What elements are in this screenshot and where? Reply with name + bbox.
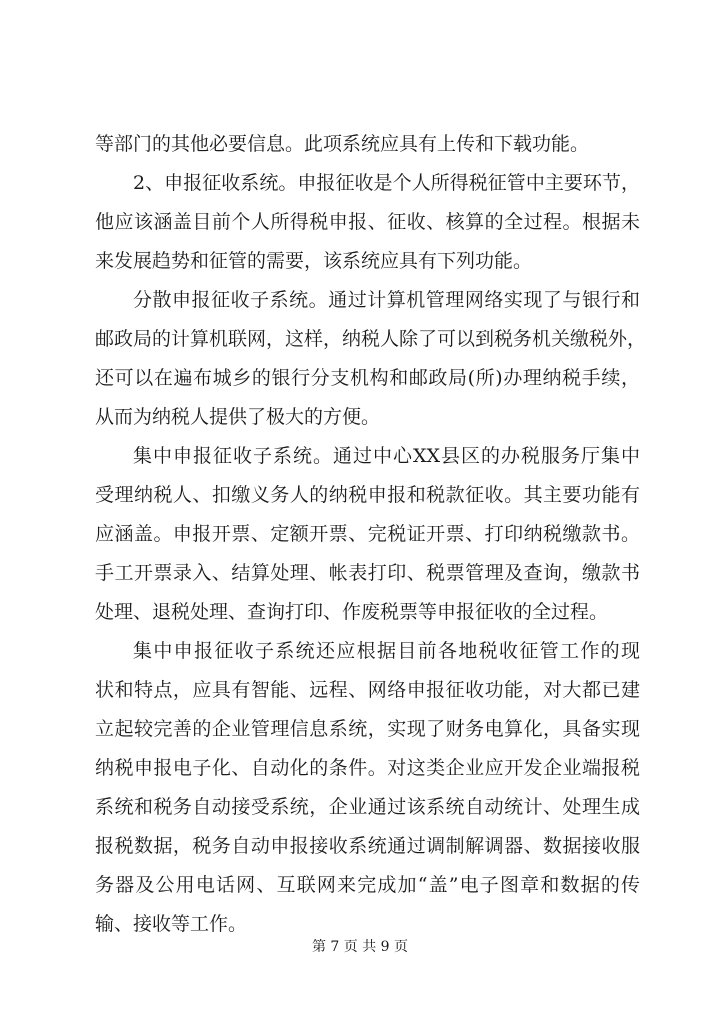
text-line: 报税数据，税务自动申报接收系统通过调制解调器、数据接收服 xyxy=(95,835,640,857)
text-line: 应涵盖。申报开票、定额开票、完税证开票、打印纳税缴款书。 xyxy=(95,523,640,545)
text-line: 立起较完善的企业管理信息系统，实现了财务电算化，具备实现 xyxy=(95,718,640,740)
text-line: 状和特点，应具有智能、远程、网络申报征收功能，对大都已建 xyxy=(95,679,640,701)
text-line: 输、接收等工作。 xyxy=(95,913,248,935)
text-line: 受理纳税人、扣缴义务人的纳税申报和税款征收。其主要功能有 xyxy=(95,484,640,506)
text-line: 务器及公用电话网、互联网来完成加“盖”电子图章和数据的传 xyxy=(95,874,640,896)
text-line: 邮政局的计算机联网，这样，纳税人除了可以到税务机关缴税外， xyxy=(95,328,647,350)
text-line: 分散申报征收子系统。通过计算机管理网络实现了与银行和 xyxy=(133,289,640,311)
text-line: 等部门的其他必要信息。此项系统应具有上传和下载功能。 xyxy=(95,133,590,155)
text-line: 集中申报征收子系统。通过中心XX县区的办税服务厅集中 xyxy=(133,445,640,467)
text-line: 系统和税务自动接受系统，企业通过该系统自动统计、处理生成 xyxy=(95,796,640,818)
text-line: 他应该涵盖目前个人所得税申报、征收、核算的全过程。根据未 xyxy=(95,211,640,233)
text-line: 手工开票录入、结算处理、帐表打印、税票管理及查询，缴款书 xyxy=(95,562,640,584)
text-line: 集中申报征收子系统还应根据目前各地税收征管工作的现 xyxy=(133,640,640,662)
page-number-footer: 第 7 页 共 9 页 xyxy=(311,939,409,955)
text-line: 从而为纳税人提供了极大的方便。 xyxy=(95,406,381,428)
text-line: 来发展趋势和征管的需要，该系统应具有下列功能。 xyxy=(95,250,533,272)
text-line: 2、申报征收系统。申报征收是个人所得税征管中主要环节， xyxy=(133,172,640,194)
text-line: 还可以在遍布城乡的银行分支机构和邮政局(所)办理纳税手续， xyxy=(95,367,640,389)
text-line: 纳税申报电子化、自动化的条件。对这类企业应开发企业端报税 xyxy=(95,757,640,779)
text-line: 处理、退税处理、查询打印、作废税票等申报征收的全过程。 xyxy=(95,601,609,623)
